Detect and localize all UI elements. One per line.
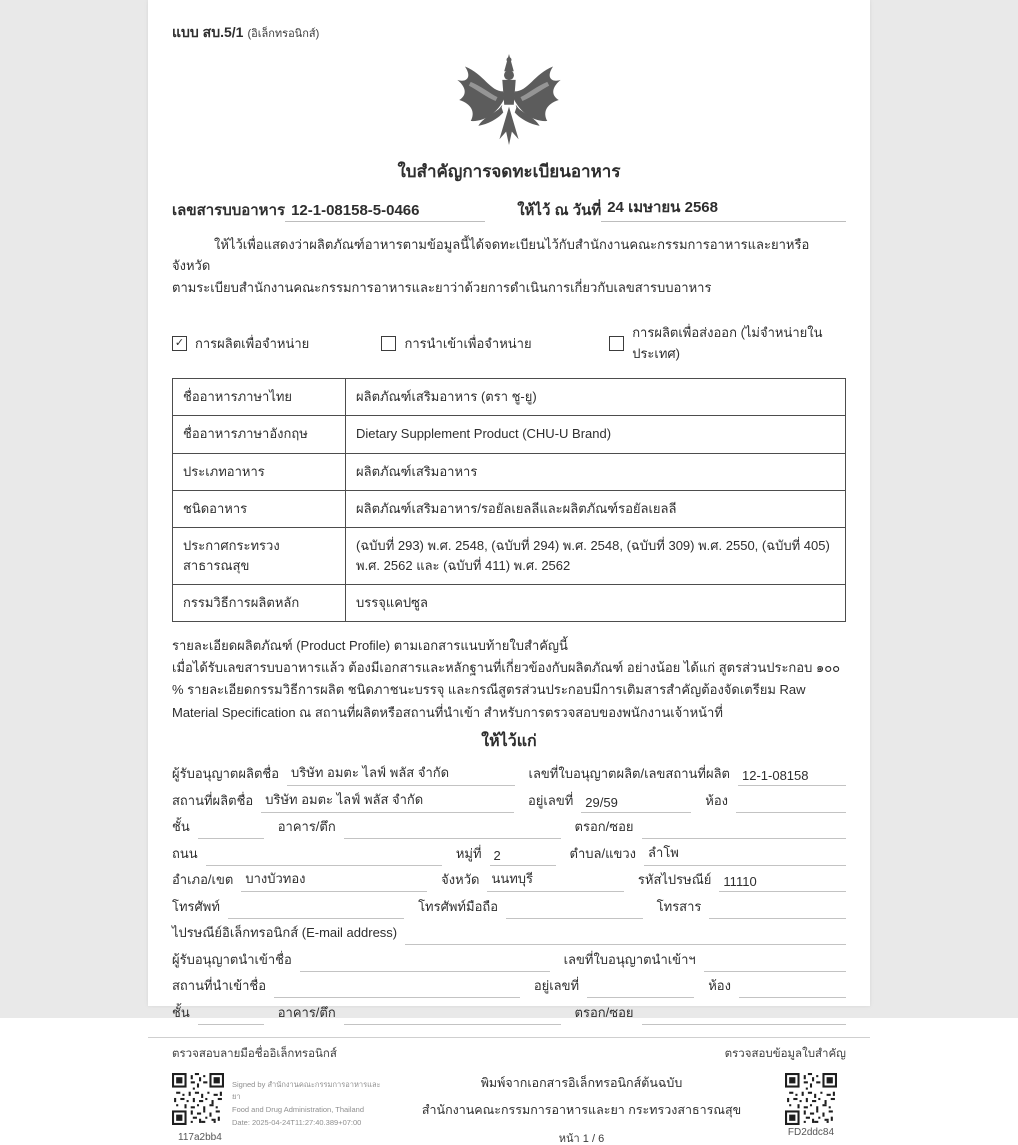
postcode-label: รหัสไปรษณีย์ xyxy=(637,872,712,888)
importer-name-label: ผู้รับอนุญาตนำเข้าชื่อ xyxy=(172,951,292,967)
verify-signature-label: ตรวจสอบลายมือชื่ออิเล็กทรอนิกส์ xyxy=(172,1047,337,1060)
table-row xyxy=(173,585,846,622)
alley-value xyxy=(642,836,847,839)
floor-label: ชั้น xyxy=(172,819,190,835)
road-label: ถนน xyxy=(172,845,198,861)
email-value xyxy=(405,942,846,945)
table-row xyxy=(173,490,846,527)
profile-note xyxy=(172,635,846,723)
grantee-heading: ให้ไว้แก่ xyxy=(481,732,537,750)
data-qr-block xyxy=(776,1073,846,1138)
postcode-value: 11110 xyxy=(719,874,846,892)
row-value: Dietary Supplement Product (CHU-U Brand) xyxy=(346,416,846,453)
mobile-label: โทรศัพท์มือถือ xyxy=(418,898,499,914)
form-row-road-moo xyxy=(172,839,846,866)
row-label: ประกาศกระทรวงสาธารณสุข xyxy=(173,527,346,584)
table-row xyxy=(173,453,846,490)
road-value xyxy=(206,863,442,866)
checkbox-empty-icon xyxy=(609,336,624,351)
import-house-no-label: อยู่เลขที่ xyxy=(533,978,580,994)
producer-name-label: ผู้รับอนุญาตผลิตชื่อ xyxy=(172,766,280,782)
intro-line-1: ให้ไว้เพื่อแสดงว่าผลิตภัณฑ์อาหารตามข้อมูลนี้ได้จดทะเบียนไว้กับสำนักงานคณะกรรมการอาหารและยาหรือจังหวัด xyxy=(172,237,810,274)
import-alley-label: ตรอก/ซอย xyxy=(574,1004,634,1020)
import-floor-label: ชั้น xyxy=(172,1004,190,1020)
email-label: ไปรษณีย์อิเล็กทรอนิกส์ (E-mail address) xyxy=(172,925,398,941)
row-label: กรรมวิธีการผลิตหลัก xyxy=(173,585,346,622)
license-type-row xyxy=(172,322,846,364)
footer-divider xyxy=(148,1037,870,1038)
intro-line-2: ตามระเบียบสำนักงานคณะกรรมการอาหารและยาว่าด้วยการดำเนินการเกี่ยวกับเลขสารบบอาหาร xyxy=(172,279,712,295)
certificate-page xyxy=(148,0,870,1145)
moo-label: หมู่ที่ xyxy=(455,845,482,861)
registration-number-value: 12-1-08158-5-0466 xyxy=(285,202,485,222)
issued-date-value: 24 เมษายน 2568 xyxy=(601,195,846,222)
import-building-value xyxy=(344,1022,561,1025)
form-row-email xyxy=(172,919,846,946)
alley-label: ตรอก/ซอย xyxy=(574,819,634,835)
form-code-row xyxy=(172,22,846,44)
printed-from-line: พิมพ์จากเอกสารอิเล็กทรอนิกส์ต้นฉบับ xyxy=(480,1075,683,1090)
import-room-value xyxy=(739,995,846,998)
verify-data-label: ตรวจสอบข้อมูลใบสำคัญ xyxy=(724,1047,846,1060)
checkbox-label: การผลิตเพื่อส่งออก (ไม่จำหน่ายในประเทศ) xyxy=(632,325,823,362)
checkbox-import-for-sale xyxy=(381,333,609,354)
profile-note-line-2: เมื่อได้รับเลขสารบบอาหารแล้ว ต้องมีเอกสารและหลักฐานที่เกี่ยวข้องกับผลิตภัณฑ์ อย่างน้อย ได้แก่ สูตรส่วนประกอบ ๑๐๐ % รายละเอียดกรรมวิธีการผลิต ชนิดภาชนะบรรจุ และกรณีสูตรส่วนประกอบมีการเติมสารสำคัญต้องจัดเตรียม Raw Material Specification ณ สถานที่ผลิตหรือสถานที่นำเข้า สำหรับการตรวจสอบของพนักงานเจ้าหน้าที่ xyxy=(172,660,841,720)
grantee-form xyxy=(172,760,846,1025)
footer-row xyxy=(172,1073,846,1145)
data-qr-icon xyxy=(785,1073,837,1125)
form-row-import-floor-building xyxy=(172,998,846,1025)
registration-number-label: เลขสารบบอาหาร xyxy=(172,202,286,219)
form-code: แบบ สบ.5/1 xyxy=(172,24,244,40)
importer-name-value xyxy=(300,969,550,972)
checkbox-produce-for-sale xyxy=(172,333,381,354)
house-no-label: อยู่เลขที่ xyxy=(527,792,574,808)
data-qr-code: FD2ddc84 xyxy=(787,1126,835,1138)
import-site-value xyxy=(274,995,520,998)
checkbox-label: การผลิตเพื่อจำหน่าย xyxy=(195,335,310,351)
phone-value xyxy=(228,916,404,919)
floor-value xyxy=(198,836,264,839)
form-row-production-site xyxy=(172,786,846,813)
form-code-note: (อิเล็กทรอนิกส์) xyxy=(247,28,320,40)
row-label: ชนิดอาหาร xyxy=(173,490,346,527)
producer-name-value: บริษัท อมตะ ไลฟ์ พลัส จำกัด xyxy=(287,762,514,786)
table-row xyxy=(173,416,846,453)
emblem-wrap xyxy=(172,46,846,158)
table-row xyxy=(173,379,846,416)
province-label: จังหวัด xyxy=(441,872,480,888)
moo-value: 2 xyxy=(490,848,556,866)
registration-number-group xyxy=(172,198,517,222)
checkbox-checked-icon: ✓ xyxy=(172,336,187,351)
site-name-value: บริษัท อมตะ ไลฟ์ พลัส จำกัด xyxy=(261,789,514,813)
row-value: (ฉบับที่ 293) พ.ศ. 2548, (ฉบับที่ 294) พ.ศ. 2548, (ฉบับที่ 309) พ.ศ. 2550, (ฉบับที่ 405) พ.ศ. 2562 และ (ฉบับที่ 411) พ.ศ. 2562 xyxy=(346,527,846,584)
row-value: ผลิตภัณฑ์เสริมอาหาร xyxy=(346,453,846,490)
verify-labels-row xyxy=(172,1045,846,1063)
intro-paragraph xyxy=(172,234,846,298)
checkbox-produce-for-export xyxy=(609,322,846,364)
registration-row xyxy=(172,195,846,222)
signed-date-line: Date: 2025-04-24T11:27:40.389+07:00 xyxy=(232,1117,362,1127)
document-title: ใบสำคัญการจดทะเบียนอาหาร xyxy=(397,162,621,181)
house-no-value: 29/59 xyxy=(581,795,691,813)
import-floor-value xyxy=(198,1022,264,1025)
subdistrict-label: ตำบล/แขวง xyxy=(569,845,637,861)
fda-ministry-line: สำนักงานคณะกรรมการอาหารและยา กระทรวงสาธารณสุข xyxy=(421,1103,742,1118)
signature-details xyxy=(232,1073,387,1130)
import-license-value xyxy=(704,969,846,972)
profile-note-line-1: รายละเอียดผลิตภัณฑ์ (Product Profile) ตามเอกสารแนบท้ายใบสำคัญนี้ xyxy=(172,638,568,654)
district-value: บางบัวทอง xyxy=(241,868,427,892)
table-row xyxy=(173,527,846,584)
issued-date-label: ให้ไว้ ณ วันที่ xyxy=(517,202,602,219)
garuda-emblem-icon xyxy=(442,46,576,154)
license-number-label: เลขที่ใบอนุญาตผลิต/เลขสถานที่ผลิต xyxy=(528,766,730,782)
form-row-floor-building xyxy=(172,813,846,840)
row-label: ประเภทอาหาร xyxy=(173,453,346,490)
fax-label: โทรสาร xyxy=(656,898,702,914)
import-site-label: สถานที่นำเข้าชื่อ xyxy=(172,978,267,994)
room-value xyxy=(736,810,846,813)
checkbox-label: การนำเข้าเพื่อจำหน่าย xyxy=(404,335,532,351)
district-label: อำเภอ/เขต xyxy=(172,872,234,888)
form-row-producer xyxy=(172,760,846,787)
import-building-label: อาคาร/ตึก xyxy=(277,1004,336,1020)
footer-center-text xyxy=(387,1073,776,1145)
signature-qr-icon xyxy=(172,1073,224,1125)
form-row-importer xyxy=(172,945,846,972)
fax-value xyxy=(709,916,846,919)
row-value: ผลิตภัณฑ์เสริมอาหาร (ตรา ชู-ยู) xyxy=(346,379,846,416)
mobile-value xyxy=(506,916,643,919)
province-value: นนทบุรี xyxy=(487,868,623,892)
product-detail-table xyxy=(172,378,846,622)
import-room-label: ห้อง xyxy=(708,978,731,994)
form-row-import-site xyxy=(172,972,846,999)
subdistrict-value: ลำโพ xyxy=(644,842,846,866)
import-alley-value xyxy=(642,1022,847,1025)
building-value xyxy=(344,836,561,839)
site-name-label: สถานที่ผลิตชื่อ xyxy=(172,792,254,808)
row-label: ชื่ออาหารภาษาไทย xyxy=(173,379,346,416)
import-house-no-value xyxy=(587,995,694,998)
checkbox-empty-icon xyxy=(381,336,396,351)
signature-qr-block xyxy=(172,1073,387,1143)
page-number: หน้า 1 / 6 xyxy=(558,1132,605,1145)
signature-qr-code: 117a2bb4 xyxy=(178,1131,222,1143)
row-value: ผลิตภัณฑ์เสริมอาหาร/รอยัลเยลลีและผลิตภัณฑ์รอยัลเยลลี xyxy=(346,490,846,527)
license-number-value: 12-1-08158 xyxy=(738,768,846,786)
room-label: ห้อง xyxy=(705,792,728,808)
fda-line: Food and Drug Administration, Thailand xyxy=(232,1105,365,1115)
signed-by-line: Signed by สำนักงานคณะกรรมการอาหารและยา xyxy=(232,1079,381,1102)
row-value: บรรจุแคปซูล xyxy=(346,585,846,622)
issued-date-group xyxy=(517,195,846,222)
row-label: ชื่ออาหารภาษาอังกฤษ xyxy=(173,416,346,453)
building-label: อาคาร/ตึก xyxy=(277,819,336,835)
form-row-district-province xyxy=(172,866,846,893)
import-license-label: เลขที่ใบอนุญาตนำเข้าฯ xyxy=(563,951,696,967)
form-row-phones xyxy=(172,892,846,919)
phone-label: โทรศัพท์ xyxy=(172,898,220,914)
